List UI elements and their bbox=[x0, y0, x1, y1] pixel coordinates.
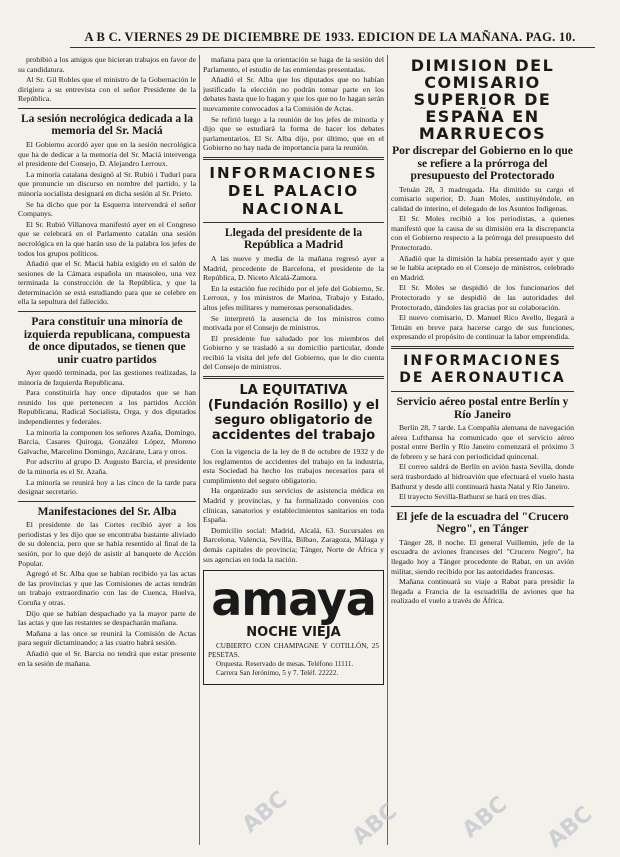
headline-berlin-rio: Servicio aéreo postal entre Berlín y Río Janeiro bbox=[396, 396, 569, 421]
paragraph: El Gobierno acordó ayer que en la sesión necrológica que ha de dedicar a la memoria del Sr. Maciá intervenga el presidente del Consejo, D. Alejandro Lerroux. bbox=[18, 139, 196, 169]
headline-la-equitativa: LA EQUITATIVA (Fundación Rosillo) y el seguro obligatorio de accidentes del trabajo bbox=[207, 383, 380, 444]
paragraph: Berlín 28, 7 tarde. La Compañía alemana de navegación aérea Lufthansa ha comunicado que el servicio aéreo postal entre Berlín y Río Janeiro comenzará el próximo 3 de febrero y se hará con periodicidad quincenal. bbox=[391, 423, 574, 461]
banner-palacio-nacional: INFORMACIONES DEL PALACIO NACIONAL bbox=[209, 163, 378, 218]
watermark: ABC bbox=[457, 791, 513, 844]
ad-line: CUBIERTO CON CHAMPAGNE Y COTILLÓN, 25 PESETAS. bbox=[208, 642, 379, 660]
paragraph: Mañana continuará su viaje a Rabat para presidir la llegada a Francia de la escuadrilla de aviones que ha realizado el vuelo a través de África. bbox=[391, 577, 574, 606]
paragraph: Añadió que la dimisión la había presentado ayer y que se le había aceptado en el Consejo de ministros, celebrado en Madrid. bbox=[391, 253, 574, 282]
banner-aeronautica: INFORMACIONES DE AERONAUTICA bbox=[399, 353, 566, 386]
section-rule bbox=[203, 376, 384, 379]
paragraph: mañana para que la orientación se haga de la sesión del Parlamento, el estudio de las enmiendas presentadas. bbox=[203, 55, 384, 74]
column-divider bbox=[387, 55, 388, 845]
headline-maciá-session: La sesión necrológica dedicada a la memoria del Sr. Maciá bbox=[21, 112, 193, 138]
paragraph: Domicilio social: Madrid, Alcalá, 63. Sucursales en Barcelona, Valencia, Sevilla, Bilbao, Zaragoza, Málaga y demás capitales de provincia; Tánger, Norte de África y sus agencias en toda la nación. bbox=[203, 525, 384, 564]
ad-title: NOCHE VIEJA bbox=[246, 625, 341, 641]
paragraph: La minoría la componen los señores Azaña, Domingo, Barcia, Casares Quiroga, González López, Moreno Galvache, Marcelino Domingo, Azcárate, Lara y otros. bbox=[18, 427, 196, 456]
paragraph: Se ha dicho que por la Esquerra intervendrá el señor Companys. bbox=[18, 199, 196, 219]
column-divider bbox=[199, 55, 200, 845]
paragraph: Ayer quedó terminada, por las gestiones realizadas, la minoría de Izquierda Republicana. bbox=[18, 368, 196, 387]
watermark: ABC bbox=[237, 786, 293, 839]
paragraph: El presidente de las Cortes recibió ayer a los periodistas y les dijo que se encontraba bastante aliviado de su dolencia, pero que se había resentido al final de la sesión, por lo que dejó de asistir al banquete de Acción Popular. bbox=[18, 520, 196, 568]
paragraph: El Sr. Moles se despidió de los funcionarios del Protectorado y se despidió de las autoridades del Protectorado, dándoles las gracias por su colaboración. bbox=[391, 283, 574, 312]
paragraph: Ha organizado sus servicios de asistencia médica en Madrid y provincias, y ha formalizado convenios con clínicas, sanatorios y establecimientos sanitarios en toda España. bbox=[203, 486, 384, 525]
section-rule bbox=[18, 501, 196, 502]
section-rule bbox=[203, 157, 384, 160]
page-header: A B C. VIERNES 29 DE DICIEMBRE DE 1933. EDICION DE LA MAÑANA. PAG. 10. bbox=[84, 30, 576, 44]
paragraph: Agregó el Sr. Alba que se habían recibido ya las actas de las provincias y que las Comisiones de actas tendrán un trabajo extraordinario con las de Cuenca, Huelva, Coruña y otras. bbox=[18, 569, 196, 608]
paragraph: El Sr. Rubió Villanova manifestó ayer en el Congreso que se celebrará en el Parlamento catalán una sesión necrológica en la que harán uso de la palabra los jefes de todos los grupos políticos. bbox=[18, 219, 196, 258]
column-right bbox=[391, 55, 574, 845]
paragraph: Tánger 28, 8 noche. El general Vuillemin, jefe de la escuadra de aviones franceses del "Crucero Negro", ha llegado hoy a Tánger procedente de Rabat, en un avión militar, siendo recibido por las autoridades francesas. bbox=[391, 537, 574, 576]
advertisement-amaya bbox=[203, 570, 384, 685]
ad-brand: amaya bbox=[211, 572, 376, 627]
watermark: ABC bbox=[542, 801, 598, 854]
paragraph: A las nueve y media de la mañana regresó ayer a Madrid, procedente de Barcelona, el presidente de la República, D. Niceto Alcalá-Zamora. bbox=[203, 253, 384, 283]
paragraph: El correo saldrá de Berlín en avión hasta Sevilla, donde será trasbordado al hidroavión que efectuará el vuelo hasta Bathurst y desde allí continuará hasta Natal y Río Janeiro. bbox=[391, 462, 574, 491]
paragraph: Dijo que se habían despachado ya la mayor parte de las actas y que las restantes se despacharán mañana. bbox=[18, 608, 196, 628]
paragraph: Añadió que el Sr. Maciá había exigido en el salón de sesiones de la Cámara española un mausoleo, una vez terminada la construcción de la República, y que la determinación se está estudiando para que se celebre en ella la sepultura del fallecido. bbox=[18, 259, 196, 307]
section-rule bbox=[18, 108, 196, 109]
paragraph: Se interpretó la ausencia de los ministros como motivada por el Consejo de ministros. bbox=[203, 313, 384, 333]
paragraph: Se refirió luego a la reunión de los jefes de minoría y dijo que se estudiará la forma de hacer los debates parlamentarios. El Sr. Alba dijo, por último, que en el Gobierno no hay nada de importancia para la reunión. bbox=[203, 114, 384, 153]
paragraph: Con la vigencia de la ley de 8 de octubre de 1932 y de los reglamentos de accidentes del trabajo en la industria, esta Sociedad ha hecho los trabajos necesarios para el cumplimiento del seguro obligatorio. bbox=[203, 447, 384, 485]
column-left bbox=[18, 55, 196, 845]
paragraph: Por adscrito al grupo D. Augusto Barcia, el presidente de la minoría es el Sr. Azaña. bbox=[18, 457, 196, 476]
headline-dimision-comisario: DIMISION DEL COMISARIO SUPERIOR DE ESPAÑA EN MARRUECOS bbox=[410, 56, 555, 143]
section-rule bbox=[391, 506, 574, 507]
paragraph: El trayecto Sevilla-Bathurst se hará en tres días. bbox=[399, 492, 547, 502]
paragraph: Añadió el Sr. Alba que los diputados que no habían justificado la elección no podrán tomar parte en los debates hasta que lo hagan y que los que no lo hagan serán nuevamente convocados a la Comisión de Actas. bbox=[203, 75, 384, 113]
section-rule bbox=[203, 222, 384, 223]
headline-izquierda-minority: Para constituir una minoría de izquierda republicana, compuesta de once diputados, se tienen que unir cuatro partidos bbox=[23, 316, 191, 366]
headline-crucero-negro: El jefe de la escuadra del "Crucero Negro", en Tánger bbox=[396, 510, 569, 536]
paragraph: Añadió que el Sr. Barcia no tendrá que estar presente en la sesión de mañana. bbox=[18, 649, 196, 668]
paragraph: Para constituirla hay once diputados que se han reunido los que pertenecen a los partidos Acción Republicana, Radical Socialista, Orga, y dos diputados independientes y federales. bbox=[18, 388, 196, 427]
headline-president-arrival: Llegada del presidente de la República a Madrid bbox=[224, 226, 363, 252]
paragraph: Mañana a las once se reunirá la Comisión de Actas para seguir dictaminando; a las cuatro habrá sesión. bbox=[18, 628, 196, 648]
watermark: ABC bbox=[347, 798, 403, 851]
paragraph: En la estación fue recibido por el jefe del Gobierno, Sr. Lerroux, y los ministros de Marina, Trabajo y Estado, altos jefes militares y numerosas personalidades. bbox=[203, 283, 384, 312]
paragraph: prohibió a los amigos que hicieran trabajos en favor de su candidatura. bbox=[18, 55, 196, 74]
paragraph: La minoría catalana designó al Sr. Rubió i Tudurí para que pronuncie un discurso en nombre del partido, y la minoría socialista designará en dicha sesión al Sr. Prieto. bbox=[18, 169, 196, 198]
header-rule bbox=[70, 47, 595, 48]
paragraph: Tetuán 28, 3 madrugada. Ha dimitido su cargo el comisario superior, D. Juan Moles, sustituyéndole, en calidad de interino, el delegado de los Asuntos Indígenas. bbox=[391, 184, 574, 213]
section-rule bbox=[391, 391, 574, 392]
column-middle bbox=[203, 55, 384, 845]
ad-line: Orquesta. Reservado de mesas. Teléfono 11111. bbox=[216, 660, 354, 669]
subheadline-presupuesto: Por discrepar del Gobierno en lo que se refiere a la prórroga del presupuesto del Protectorado bbox=[392, 145, 573, 182]
section-rule bbox=[391, 346, 574, 349]
paragraph: El presidente fue saludado por los miembros del Gobierno y se trasladó a su domicilio particular, donde recibió la visita del jefe del Gobierno, que le dio cuenta del Consejo de ministros. bbox=[203, 333, 384, 372]
ad-line: Carrera San Jerónimo, 5 y 7. Teléf. 22222. bbox=[216, 669, 339, 678]
paragraph: El nuevo comisario, D. Manuel Rico Avello, llegará a Tetuán en breve para hacerse cargo de sus funciones, expresando el propósito de continuar la labor emprendida. bbox=[391, 313, 574, 342]
headline-alba: Manifestaciones del Sr. Alba bbox=[37, 505, 177, 518]
section-rule bbox=[18, 311, 196, 312]
paragraph: El Sr. Moles recibió a los periodistas, a quienes manifestó que la causa de su dimisión era la discrepancia con el Gobierno respecto a la prórroga del presupuesto del Protectorado. bbox=[391, 214, 574, 253]
paragraph: La minoría se reunirá hoy a las cinco de la tarde para designar secretario. bbox=[18, 477, 196, 497]
paragraph: Al Sr. Gil Robles que el ministro de la Gobernación le dirigiera a su entrevista con el señor Presidente de la República. bbox=[18, 75, 196, 104]
